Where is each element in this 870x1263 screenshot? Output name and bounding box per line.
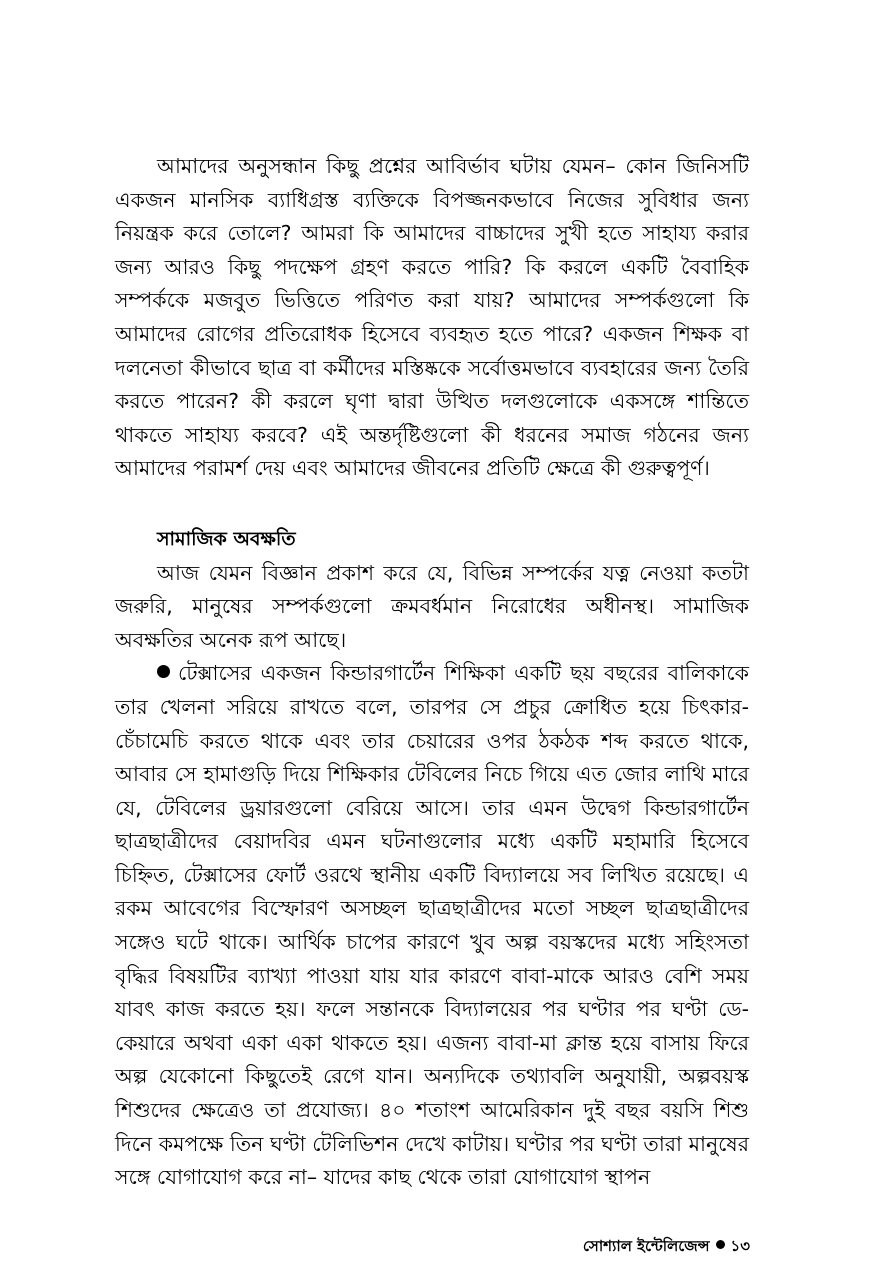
bullet-icon (157, 665, 170, 678)
bullet-paragraph (115, 657, 749, 1195)
page-body (115, 150, 749, 1195)
section-heading: সামাজিক অবক্ষতি (157, 527, 296, 550)
section-paragraph: আজ যেমন বিজ্ঞান প্রকাশ করে যে, বিভিন্ন সম্পর্কের যত্ন নেওয়া কতটা জরুরি, মানুষের সম্পর্কগুলো ক্রমবর্ধমান নিরোধের অধীনস্থ। সামাজিক অবক্ষতির অনেক রূপ আছে। (115, 560, 749, 652)
intro-paragraph: আমাদের অনুসন্ধান কিছু প্রশ্নের আবির্ভাব ঘটায় যেমন– কোন জিনিসটি একজন মানসিক ব্যাধিগ্রস্ত ব্যক্তিকে বিপজ্জনকভাবে নিজের সুবিধার জন্য নিয়ন্ত্রক করে তোলে? আমরা কি আমাদের বাচ্চাদের সুখী হতে সাহায্য করার জন্য আরও কিছু পদক্ষেপ গ্রহণ করতে পারি? কি করলে একটি বৈবাহিক সম্পর্ককে মজবুত ভিত্তিতে পরিণত করা যায়? আমাদের সম্পর্কগুলো কি আমাদের রোগের প্রতিরোধক হিসেবে ব্যবহৃত হতে পারে? একজন শিক্ষক বা দলনেতা কীভাবে ছাত্র বা কর্মীদের মস্তিষ্ককে সর্বোত্তমভাবে ব্যবহারের জন্য তৈরি করতে পারেন? কী করলে ঘৃণা দ্বারা উত্থিত দলগুলোকে একসঙ্গে শান্তিতে থাকতে সাহায্য করবে? এই অন্তর্দৃষ্টিগুলো কী ধরনের সমাজ গঠনের জন্য আমাদের পরামর্শ দেয় এবং আমাদের জীবনের প্রতিটি ক্ষেত্রে কী গুরুত্বপূর্ণ। (115, 154, 749, 481)
page-footer (583, 1236, 750, 1256)
footer-page-number: ১৩ (730, 1237, 750, 1255)
footer-book-title: সোশ্যাল ইন্টেলিজেন্স (582, 1237, 710, 1255)
footer-dot-icon (716, 1240, 725, 1249)
bullet-paragraph-text: টেক্সাসের একজন কিন্ডারগার্টেন শিক্ষিকা একটি ছয় বছরের বালিকাকে তার খেলনা সরিয়ে রাখতে বলে, তারপর সে প্রচুর ক্রোধিত হয়ে চিৎকার-চেঁচামেচি করতে থাকে এবং তার চেয়ারের ওপর ঠকঠক শব্দ করতে থাকে, আবার সে হামাগুড়ি দিয়ে শিক্ষিকার টেবিলের নিচে গিয়ে এত জোর লাথি মারে যে, টেবিলের ড্রয়ারগুলো বেরিয়ে আসে। তার এমন উদ্বেগ কিন্ডারগার্টেন ছাত্রছাত্রীদের বেয়াদবির এমন ঘটনাগুলোর মধ্যে একটি মহামারি হিসেবে চিহ্নিত, টেক্সাসের ফোর্ট ওরথে স্থানীয় একটি বিদ্যালয়ে সব লিখিত রয়েছে। এ রকম আবেগের বিস্ফোরণ অসচ্ছল ছাত্রছাত্রীদের মতো সচ্ছল ছাত্রছাত্রীদের সঙ্গেও ঘটে থাকে। আর্থিক চাপের কারণে খুব অল্প বয়স্কদের মধ্যে সহিংসতা বৃদ্ধির বিষয়টির ব্যাখ্যা পাওয়া যায় যার কারণে বাবা-মাকে আরও বেশি সময় যাবৎ কাজ করতে হয়। ফলে সন্তানকে বিদ্যালয়ের পর ঘণ্টার পর ঘণ্টা ডে-কেয়ারে অথবা একা একা থাকতে হয়। এজন্য বাবা-মা ক্লান্ত হয়ে বাসায় ফিরে অল্প যেকোনো কিছুতেই রেগে যান। অন্যদিকে তথ্যাবলি অনুযায়ী, অল্পবয়স্ক শিশুদের ক্ষেত্রেও তা প্রযোজ্য। ৪০ শতাংশ আমেরিকান দুই বছর বয়সি শিশু দিনে কমপক্ষে তিন ঘণ্টা টেলিভিশন দেখে কাটায়। ঘণ্টার পর ঘণ্টা তারা মানুষের সঙ্গে যোগাযোগ করে না– যাদের কাছ থেকে তারা যোগাযোগ স্থাপন (115, 661, 749, 1190)
